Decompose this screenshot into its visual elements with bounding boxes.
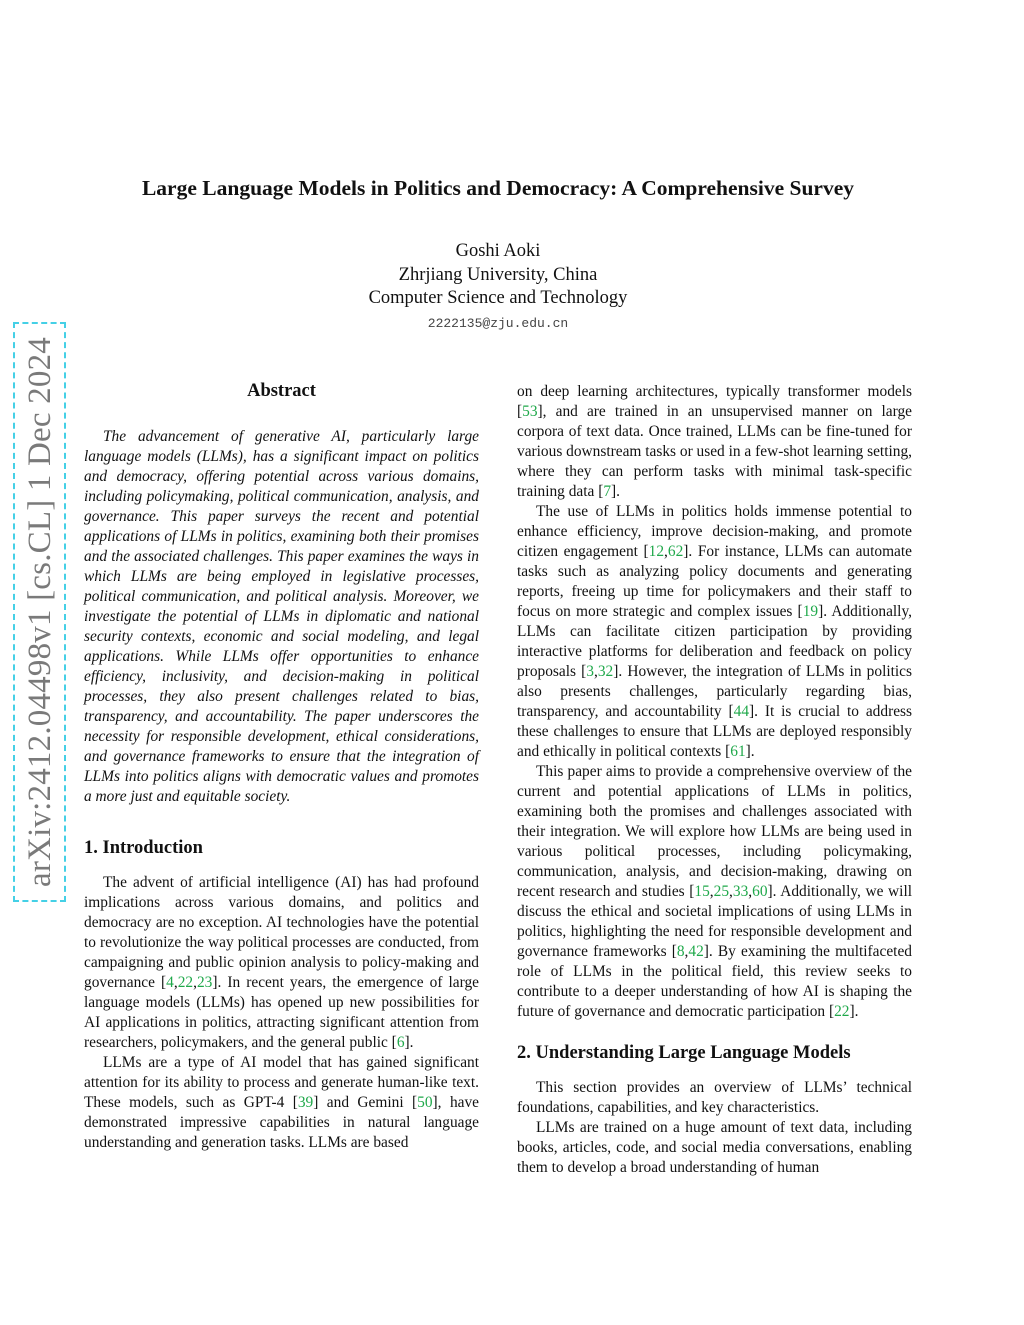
citation-link[interactable]: 3 (586, 663, 594, 680)
citation-link[interactable]: 32 (597, 663, 614, 680)
citation-link[interactable]: 44 (733, 703, 750, 720)
author-email[interactable]: 2222135@zju.edu.cn (427, 315, 569, 331)
citation-link[interactable]: 22 (834, 1003, 850, 1020)
author-name: Goshi Aoki (455, 241, 541, 261)
citation-link[interactable]: 39 (297, 1094, 314, 1111)
arxiv-identifier-text: arXiv:2412.04498v1 [cs.CL] 1 Dec 2024 (21, 337, 58, 887)
intro-paragraph-1: The advent of artificial intelligence (AI) has had profound implications across various domains, and politics and democracy are no exception. AI technologies have the potential to revolutionize the way political processes are conducted, from campaigning and public opinion analysis to policy-making and governance [4,22,23]. In recent years, the emergence of large language models (LLMs) has opened up new possibilities for AI applications in politics, attracting significant attention from researchers, policymakers, and the general public [6]. (84, 874, 479, 1051)
author-department: Computer Science and Technology (368, 288, 628, 308)
abstract-heading: Abstract (247, 381, 316, 401)
citation-link[interactable]: 50 (417, 1094, 433, 1111)
citation-link[interactable]: 7 (603, 483, 612, 500)
intro-heading: 1. Introduction (84, 838, 203, 858)
citation-link[interactable]: 6 (396, 1034, 405, 1051)
section-2-paragraph-2: LLMs are trained on a huge amount of text data, including books, articles, code, and social media conversations, enabling them to develop a broad understanding of human (517, 1119, 912, 1176)
citation-link[interactable]: 22 (177, 974, 194, 991)
citation-link[interactable]: 53 (522, 403, 538, 420)
intro-paragraph-3: The use of LLMs in politics holds immense potential to enhance efficiency, improve decision-making, and promote citizen engagement [12,62]. For instance, LLMs can automate tasks such as analyzing policy documents and generating reports, freeing up time for policymakers and their staff to focus on more strategic and complex issues [19]. Additionally, LLMs can facilitate citizen participation by providing interactive platforms for deliberation and feedback on policy proposals [3,32]. However, the integration of LLMs in politics also presents challenges, particularly regarding bias, transparency, and accountability [44]. It is crucial to address these challenges to ensure that LLMs are deployed responsibly and ethically in political contexts [61]. (517, 503, 913, 760)
citation-link[interactable]: 8 (676, 943, 685, 960)
author-affiliation: Zhrjiang University, China (398, 264, 598, 285)
intro-paragraph-2-continued: on deep learning architectures, typically transformer models [53], and are trained in an unsupervised manner on large corpora of text data. Once trained, LLMs can be fine-tuned for various downstream tasks or used in a few-shot learning setting, where they can perform tasks with minimal task-specific training data [7]. (517, 383, 912, 500)
p2-continuation: on deep learning architectures, typically transformer models [ (517, 383, 912, 420)
citation-link[interactable]: 4 (166, 974, 174, 991)
citation-link[interactable]: 25 (713, 883, 730, 900)
paper-title: Large Language Models in Politics and Democracy: A Comprehensive Survey (141, 176, 855, 200)
citation-link[interactable]: 33 (732, 883, 749, 900)
citation-link[interactable]: 19 (802, 603, 819, 620)
citation-link[interactable]: 62 (667, 543, 684, 560)
citation-link[interactable]: 15 (694, 883, 710, 900)
citation-link[interactable]: 60 (752, 883, 768, 900)
author-block (0, 240, 996, 333)
left-column (84, 378, 479, 1153)
citation-link[interactable]: 23 (196, 974, 213, 991)
citation-link[interactable]: 61 (730, 743, 746, 760)
section-2-heading: 2. Understanding Large Language Models (517, 1043, 851, 1063)
section-2-paragraph-1: This section provides an overview of LLMs’ technical foundations, capabilities, and key characteristics. (517, 1079, 912, 1116)
citation-link[interactable]: 12 (648, 543, 665, 560)
abstract-text: The advancement of generative AI, particularly large language models (LLMs), has a significant impact on politics and democracy, offering potential across various domains, including policymaking, political communication, analysis, and governance. This paper surveys the recent and potential applications of LLMs in politics, examining both their promises and the associated challenges. This paper examines the ways in which LLMs are being employed in legislative processes, political communication, and political analysis. Moreover, we investigate the potential of LLMs in diplomatic and national security contexts, economic and social modeling, and legal applications. While LLMs offer opportunities to enhance efficiency, inclusivity, and decision-making in political processes, they also present challenges related to bias, transparency, and accountability. The paper underscores the necessity for responsible development, ethical considerations, and governance frameworks to ensure that the integration of LLMs into politics aligns with democratic values and promotes a more just and equitable society. (84, 428, 479, 805)
intro-paragraph-2: LLMs are a type of AI model that has gained significant attention for its ability to process and generate human-like text. These models, such as GPT-4 [39] and Gemini [50], have demonstrated impressive capabilities in natural language understanding and generation tasks. LLMs are based (84, 1054, 480, 1151)
citation-link[interactable]: 42 (688, 943, 704, 960)
arxiv-identifier-stamp[interactable] (13, 322, 66, 902)
right-column (517, 382, 912, 1178)
intro-paragraph-4: This paper aims to provide a comprehensive overview of the current and potential applications of LLMs in politics, examining both the promises and challenges associated with their integration. We will explore how LLMs are being used in various political processes, including policymaking, communication, analysis, and decision-making, drawing on recent research and studies [15,25,33,60]. Additionally, we will discuss the ethical and societal implications of using LLMs in politics, highlighting the need for responsible development and governance frameworks [8,42]. By examining the multifaceted role of LLMs in the political field, this review seeks to contribute to a deeper understanding of how AI is shaping the future of governance and democratic participation [22]. (517, 763, 912, 1020)
